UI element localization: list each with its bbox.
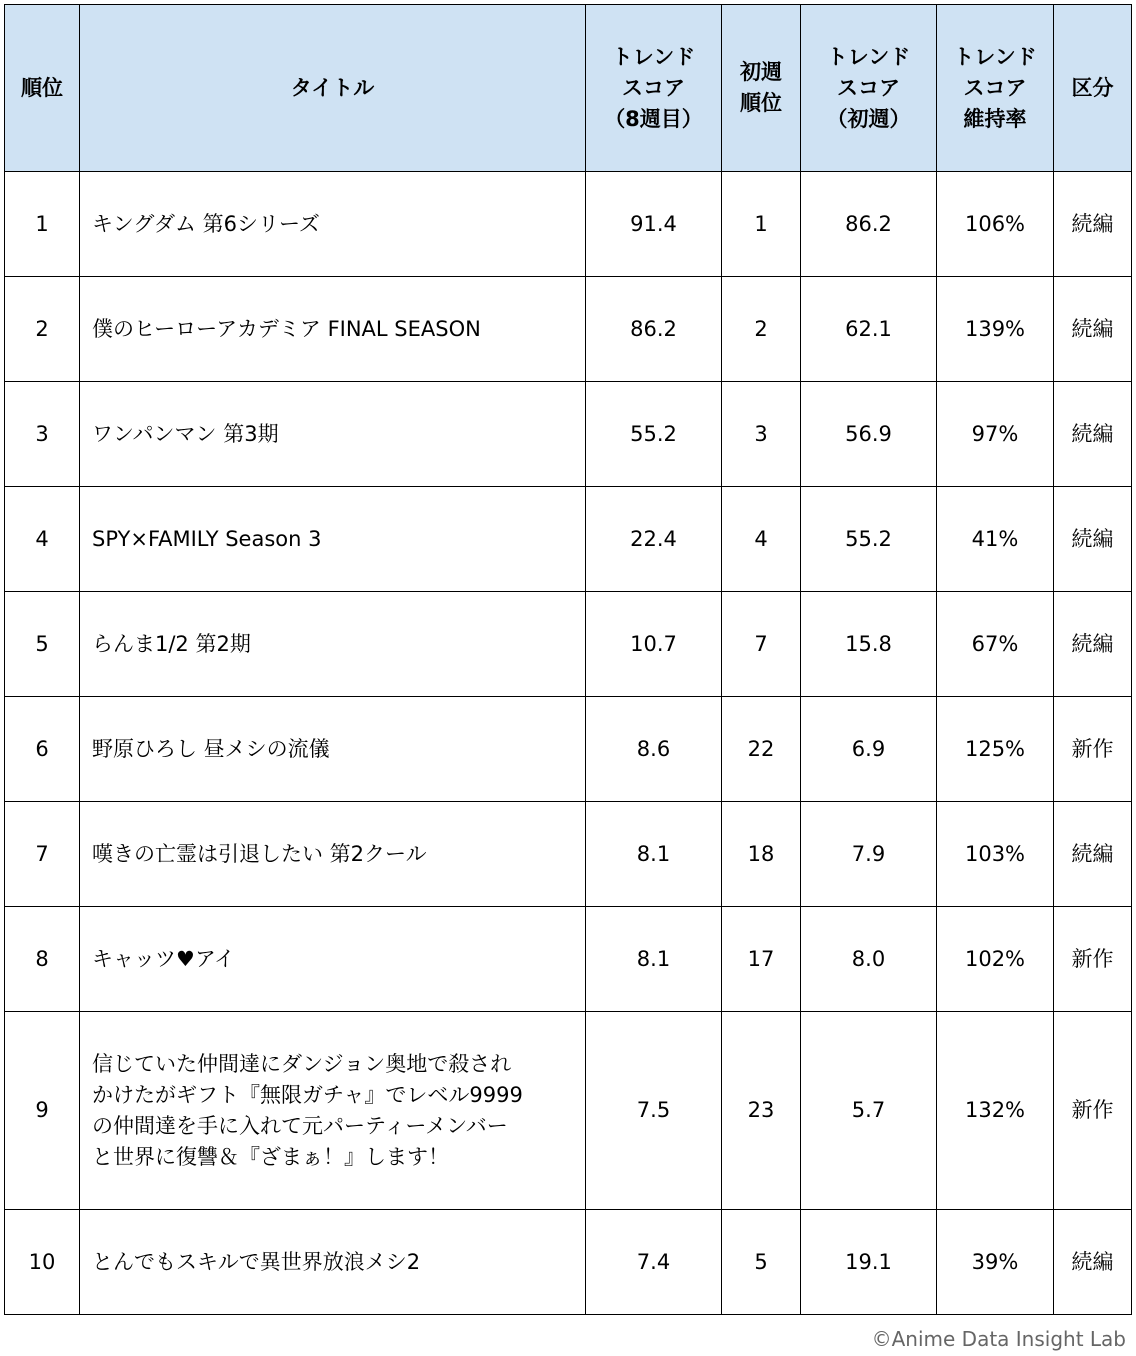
table-row [5, 592, 1132, 697]
cell-score_w8: 8.1 [586, 802, 722, 907]
cell-rank: 10 [5, 1210, 80, 1315]
table-row [5, 277, 1132, 382]
column-header-line: スコア [837, 75, 900, 100]
title-line: の仲間達を手に入れて元パーティーメンバー [92, 1113, 508, 1138]
cell-rank: 5 [5, 592, 80, 697]
column-header-line: トレンド [826, 44, 911, 69]
table-row [5, 1210, 1132, 1315]
column-header-line: トレンド [953, 44, 1037, 69]
cell-first_rank: 1 [722, 172, 801, 277]
cell-rank: 3 [5, 382, 80, 487]
cell-rank: 6 [5, 697, 80, 802]
title-line: ワンパンマン 第3期 [92, 421, 279, 446]
cell-rank: 2 [5, 277, 80, 382]
column-header-line: 初週 [740, 60, 782, 84]
cell-title [80, 487, 586, 592]
column-header-line: スコア [622, 75, 685, 100]
column-header-line: スコア [963, 75, 1027, 100]
column-header-line: タイトル [290, 75, 375, 100]
cell-score_w1: 86.2 [801, 172, 937, 277]
cell-category: 続編 [1054, 592, 1132, 697]
cell-title [80, 697, 586, 802]
cell-score_w1: 56.9 [801, 382, 937, 487]
cell-retention: 97% [937, 382, 1054, 487]
cell-category: 新作 [1054, 697, 1132, 802]
table-header-row [5, 5, 1132, 172]
cell-category: 続編 [1054, 172, 1132, 277]
title-line: 野原ひろし 昼メシの流儀 [92, 736, 330, 761]
column-header-title [80, 5, 586, 172]
cell-title [80, 277, 586, 382]
title-line: 嘆きの亡霊は引退したい 第2クール [92, 841, 427, 866]
title-line: SPY×FAMILY Season 3 [92, 526, 322, 551]
cell-category: 続編 [1054, 1210, 1132, 1315]
cell-first_rank: 7 [722, 592, 801, 697]
cell-category: 続編 [1054, 487, 1132, 592]
cell-first_rank: 2 [722, 277, 801, 382]
cell-score_w1: 55.2 [801, 487, 937, 592]
table-row [5, 697, 1132, 802]
cell-title [80, 802, 586, 907]
column-header-line: トレンド [611, 44, 696, 69]
cell-score_w8: 8.1 [586, 907, 722, 1012]
column-header-line: 区分 [1071, 75, 1114, 100]
cell-score_w8: 55.2 [586, 382, 722, 487]
cell-rank: 8 [5, 907, 80, 1012]
cell-title [80, 1012, 586, 1210]
cell-score_w1: 5.7 [801, 1012, 937, 1210]
cell-title [80, 1210, 586, 1315]
copyright-credit: ©Anime Data Insight Lab [871, 1327, 1126, 1351]
cell-first_rank: 18 [722, 802, 801, 907]
cell-score_w8: 7.5 [586, 1012, 722, 1210]
cell-retention: 39% [937, 1210, 1054, 1315]
cell-retention: 106% [937, 172, 1054, 277]
cell-first_rank: 5 [722, 1210, 801, 1315]
cell-first_rank: 22 [722, 697, 801, 802]
cell-category: 新作 [1054, 1012, 1132, 1210]
ranking-table [4, 4, 1132, 1315]
cell-score_w8: 86.2 [586, 277, 722, 382]
column-header-rank [5, 5, 80, 172]
cell-retention: 125% [937, 697, 1054, 802]
cell-retention: 132% [937, 1012, 1054, 1210]
cell-score_w1: 6.9 [801, 697, 937, 802]
cell-rank: 7 [5, 802, 80, 907]
cell-score_w1: 62.1 [801, 277, 937, 382]
title-line: 信じていた仲間達にダンジョン奥地で殺され [92, 1051, 512, 1076]
cell-retention: 41% [937, 487, 1054, 592]
cell-title [80, 592, 586, 697]
cell-first_rank: 3 [722, 382, 801, 487]
cell-retention: 103% [937, 802, 1054, 907]
title-line: とんでもスキルで異世界放浪メシ2 [92, 1249, 421, 1274]
cell-rank: 1 [5, 172, 80, 277]
column-header-score_w8 [586, 5, 722, 172]
column-header-line: 順位 [21, 75, 63, 100]
title-line: キングダム 第6シリーズ [92, 211, 320, 236]
column-header-line: （初週） [826, 106, 911, 131]
column-header-line: 順位 [740, 91, 782, 115]
column-header-first_rank [722, 5, 801, 172]
cell-first_rank: 4 [722, 487, 801, 592]
column-header-line: （8週目） [604, 106, 703, 131]
column-header-line: 維持率 [963, 106, 1027, 131]
cell-retention: 67% [937, 592, 1054, 697]
table-row [5, 382, 1132, 487]
cell-score_w8: 8.6 [586, 697, 722, 802]
cell-category: 続編 [1054, 382, 1132, 487]
column-header-category [1054, 5, 1132, 172]
cell-retention: 102% [937, 907, 1054, 1012]
title-line: かけたがギフト『無限ガチャ』でレベル9999 [92, 1082, 523, 1107]
table-body [5, 172, 1132, 1315]
table-row [5, 907, 1132, 1012]
cell-rank: 4 [5, 487, 80, 592]
title-line: と世界に復讐＆『ざまぁ！』します！ [92, 1144, 449, 1169]
table-row [5, 487, 1132, 592]
title-line: 僕のヒーローアカデミア FINAL SEASON [92, 316, 481, 341]
cell-score_w8: 7.4 [586, 1210, 722, 1315]
cell-category: 続編 [1054, 277, 1132, 382]
cell-category: 続編 [1054, 802, 1132, 907]
cell-title [80, 172, 586, 277]
cell-score_w1: 15.8 [801, 592, 937, 697]
cell-rank: 9 [5, 1012, 80, 1210]
cell-title [80, 382, 586, 487]
column-header-score_w1 [801, 5, 937, 172]
table-row [5, 802, 1132, 907]
cell-first_rank: 23 [722, 1012, 801, 1210]
cell-first_rank: 17 [722, 907, 801, 1012]
cell-title [80, 907, 586, 1012]
cell-retention: 139% [937, 277, 1054, 382]
column-header-retention [937, 5, 1054, 172]
title-line: らんま1/2 第2期 [92, 631, 251, 656]
cell-score_w1: 8.0 [801, 907, 937, 1012]
table-row [5, 1012, 1132, 1210]
cell-score_w1: 19.1 [801, 1210, 937, 1315]
title-line: キャッツ♥アイ [92, 946, 235, 971]
table-row [5, 172, 1132, 277]
cell-score_w1: 7.9 [801, 802, 937, 907]
cell-category: 新作 [1054, 907, 1132, 1012]
cell-score_w8: 22.4 [586, 487, 722, 592]
cell-score_w8: 91.4 [586, 172, 722, 277]
cell-score_w8: 10.7 [586, 592, 722, 697]
